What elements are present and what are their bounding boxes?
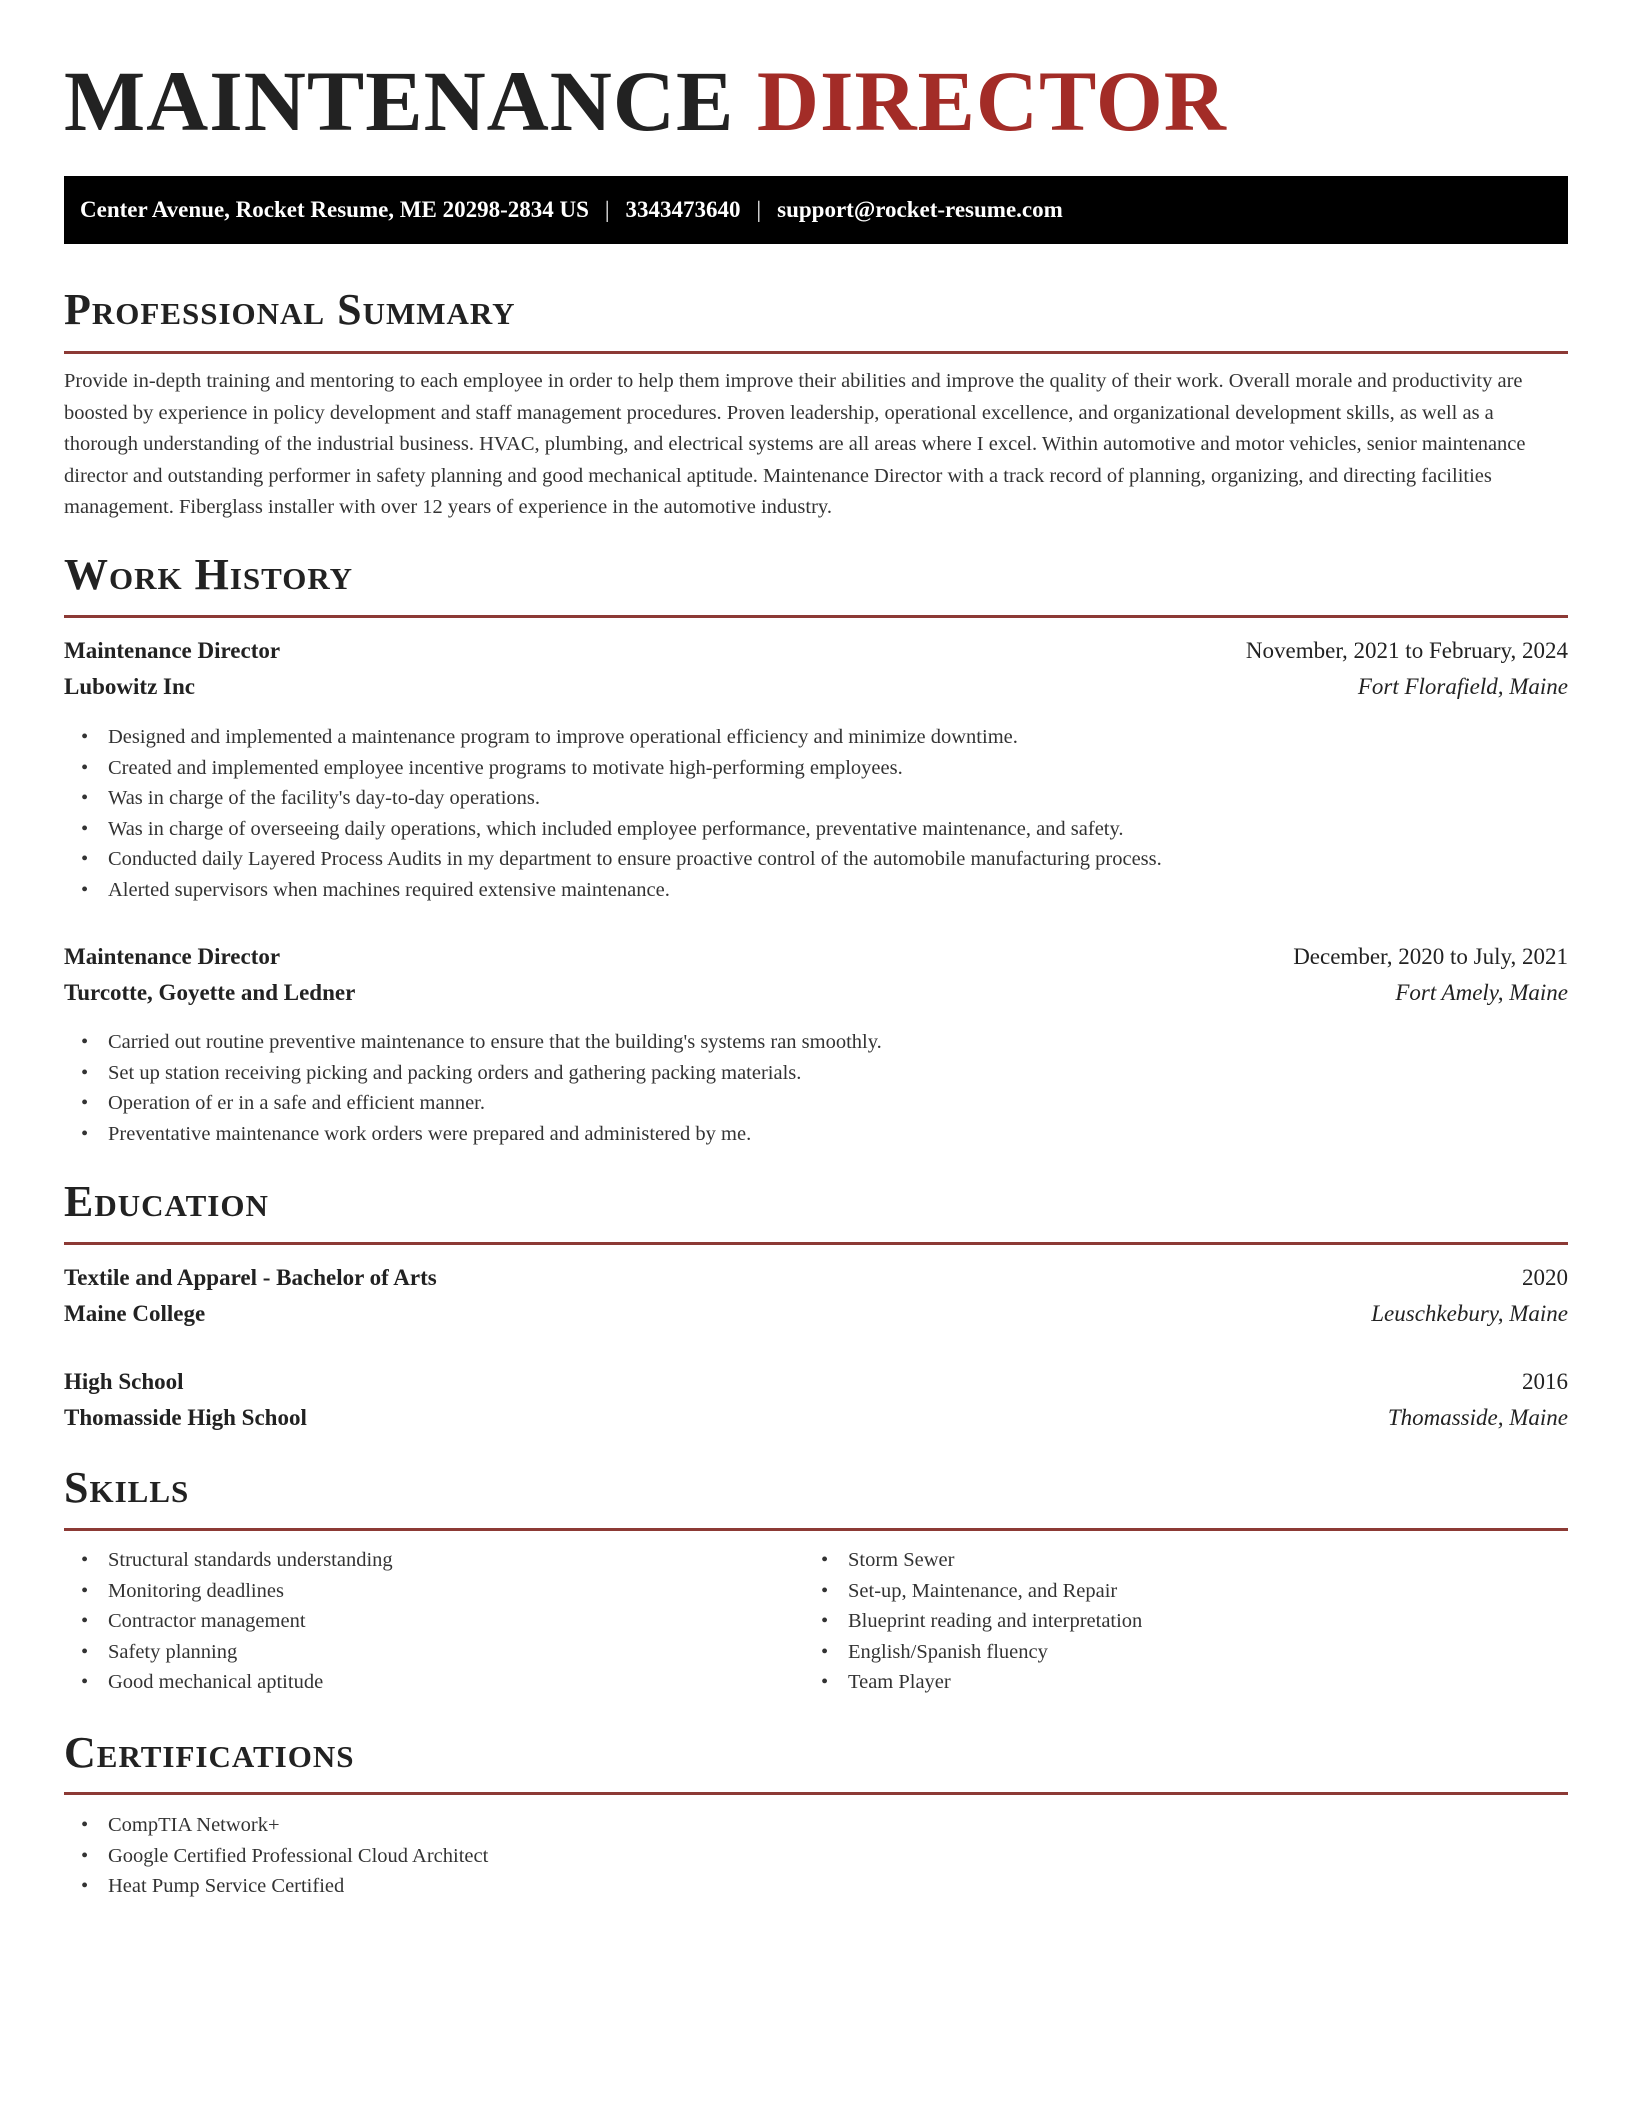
education-school: Maine College: [64, 1301, 206, 1326]
list-item: • Was in charge of overseeing daily operations, which included employee performance, preventative maintenance, and safety.: [64, 814, 1162, 845]
candidate-name: [64, 53, 1227, 149]
education-subheader: [64, 1299, 1568, 1329]
job-dates: November, 2021 to February, 2024: [1245, 638, 1568, 663]
contact-phone[interactable]: 3343473640: [625, 197, 741, 222]
section-title-work-history: Work History: [64, 550, 354, 599]
education-degree: High School: [64, 1369, 184, 1394]
list-item: • Set-up, Maintenance, and Repair: [804, 1576, 1142, 1607]
list-item: • Monitoring deadlines: [64, 1576, 393, 1607]
job-subheader: [64, 672, 1568, 702]
job-bullets: [64, 1027, 882, 1149]
list-item: • English/Spanish fluency: [804, 1637, 1142, 1668]
section-title-skills: Skills: [64, 1463, 190, 1512]
summary-text: Provide in-depth training and mentoring to each employee in order to help them improve their abilities and improve the quality of their work. Overall morale and productivity are boosted by experience in policy development and staff management procedures. Proven leadership, operational excellence, and organizational development skills, as well as a thorough understanding of the industrial business. HVAC, plumbing, and electrical systems are all areas where I excel. Within automotive and motor vehicles, senior maintenance director and outstanding performer in safety planning and good mechanical aptitude. Maintenance Director with a track record of planning, organizing, and directing facilities management. Fiberglass installer with over 12 years of experience in the automotive industry.: [64, 370, 1526, 518]
list-item: • CompTIA Network+: [64, 1810, 488, 1841]
education-header: [64, 1263, 1568, 1293]
list-item: • Set up station receiving picking and packing orders and gathering packing materials.: [64, 1058, 882, 1089]
list-item: • Safety planning: [64, 1637, 393, 1668]
job-dates: December, 2020 to July, 2021: [1293, 944, 1568, 969]
list-item: • Was in charge of the facility's day-to-day operations.: [64, 783, 1162, 814]
list-item: • Preventative maintenance work orders were prepared and administered by me.: [64, 1119, 882, 1150]
education-year: 2016: [1522, 1369, 1568, 1394]
section-divider: [64, 351, 1568, 354]
job-role: Maintenance Director: [64, 638, 281, 663]
list-item: • Alerted supervisors when machines required extensive maintenance.: [64, 875, 1162, 906]
job-header: [64, 636, 1568, 666]
section-title-education: Education: [64, 1177, 269, 1226]
education-header: [64, 1367, 1568, 1397]
section-divider: [64, 615, 1568, 618]
skills-list-right: [804, 1545, 1142, 1698]
section-title-certifications: Certifications: [64, 1728, 355, 1777]
list-item: • Conducted daily Layered Process Audits in my department to ensure proactive control of the automobile manufacturing process.: [64, 844, 1162, 875]
contact-email[interactable]: support@rocket-resume.com: [777, 197, 1063, 222]
section-divider: [64, 1792, 1568, 1795]
section-title-summary: Professional Summary: [64, 285, 516, 334]
contact-bar: [64, 176, 1568, 244]
certifications-list: [64, 1810, 488, 1902]
job-subheader: [64, 978, 1568, 1008]
list-item: • Designed and implemented a maintenance program to improve operational efficiency and minimize downtime.: [64, 722, 1162, 753]
list-item: • Structural standards understanding: [64, 1545, 393, 1576]
list-item: • Carried out routine preventive maintenance to ensure that the building's systems ran smoothly.: [64, 1027, 882, 1058]
job-location: Fort Amely, Maine: [1395, 980, 1568, 1005]
contact-separator: |: [604, 197, 610, 222]
job-header: [64, 942, 1568, 972]
skills-list-left: [64, 1545, 393, 1698]
name-last: DIRECTOR: [756, 53, 1227, 149]
education-subheader: [64, 1403, 1568, 1433]
list-item: • Good mechanical aptitude: [64, 1667, 393, 1698]
list-item: • Contractor management: [64, 1606, 393, 1637]
education-degree: Textile and Apparel - Bachelor of Arts: [64, 1265, 437, 1290]
education-year: 2020: [1522, 1265, 1568, 1290]
contact-address: Center Avenue, Rocket Resume, ME 20298-2834 US: [80, 197, 589, 222]
list-item: • Google Certified Professional Cloud Architect: [64, 1841, 488, 1872]
name-first: MAINTENANCE: [64, 53, 735, 149]
list-item: • Storm Sewer: [804, 1545, 1142, 1576]
list-item: • Heat Pump Service Certified: [64, 1871, 488, 1902]
job-location: Fort Florafield, Maine: [1357, 674, 1568, 699]
list-item: • Operation of er in a safe and efficient manner.: [64, 1088, 882, 1119]
education-location: Thomasside, Maine: [1387, 1405, 1568, 1430]
job-bullets: [64, 722, 1162, 905]
job-company: Lubowitz Inc: [64, 674, 195, 699]
job-company: Turcotte, Goyette and Ledner: [64, 980, 356, 1005]
education-school: Thomasside High School: [64, 1405, 307, 1430]
list-item: • Blueprint reading and interpretation: [804, 1606, 1142, 1637]
section-divider: [64, 1528, 1568, 1531]
list-item: • Team Player: [804, 1667, 1142, 1698]
list-item: • Created and implemented employee incentive programs to motivate high-performing employees.: [64, 753, 1162, 784]
section-divider: [64, 1242, 1568, 1245]
job-role: Maintenance Director: [64, 944, 281, 969]
contact-separator: |: [756, 197, 762, 222]
education-location: Leuschkebury, Maine: [1371, 1301, 1568, 1326]
